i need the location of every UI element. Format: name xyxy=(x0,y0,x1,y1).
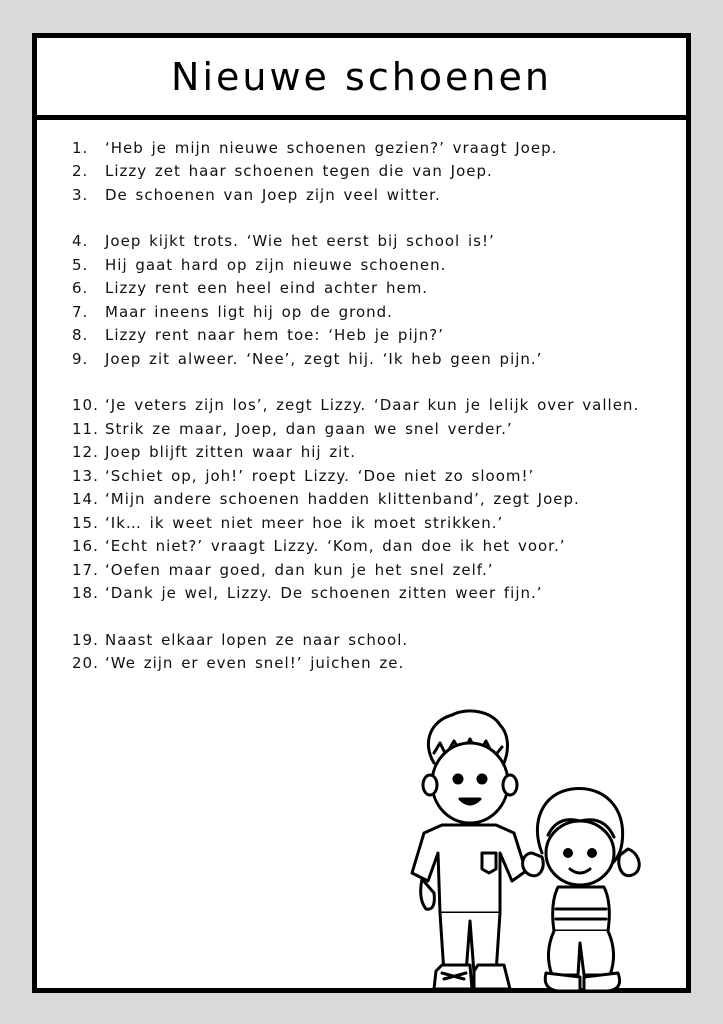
line-number: 11. xyxy=(72,419,99,438)
title-bar xyxy=(37,38,686,120)
line-text: Joep kijkt trots. ‘Wie het eerst bij school is!’ xyxy=(105,232,495,251)
line-number: 19. xyxy=(72,630,99,649)
line-text: De schoenen van Joep zijn veel witter. xyxy=(105,185,441,204)
line-number: 6. xyxy=(72,279,89,298)
line-number: 14. xyxy=(72,490,99,509)
line-text: Strik ze maar, Joep, dan gaan we snel verder.’ xyxy=(105,419,513,438)
page-title: Nieuwe schoenen xyxy=(171,54,552,99)
story-line xyxy=(72,558,672,582)
line-number: 8. xyxy=(72,326,89,345)
line-number: 7. xyxy=(72,302,89,321)
worksheet xyxy=(32,33,691,993)
line-text: ‘Oefen maar goed, dan kun je het snel zelf.’ xyxy=(105,560,494,579)
line-text: Lizzy rent naar hem toe: ‘Heb je pijn?’ xyxy=(105,326,445,345)
story-line xyxy=(72,160,672,184)
line-number: 3. xyxy=(72,185,89,204)
line-number: 15. xyxy=(72,513,99,532)
line-number: 1. xyxy=(72,138,89,157)
line-number: 16. xyxy=(72,537,99,556)
story-line xyxy=(72,183,672,207)
line-text: ‘Ik… ik weet niet meer hoe ik moet strikken.’ xyxy=(105,513,504,532)
line-number: 2. xyxy=(72,162,89,181)
line-text: ‘Je veters zijn los’, zegt Lizzy. ‘Daar kun je lelijk over vallen. xyxy=(105,396,640,415)
line-text: Lizzy rent een heel eind achter hem. xyxy=(105,279,429,298)
line-number: 20. xyxy=(72,654,99,673)
line-text: ‘Heb je mijn nieuwe schoenen gezien?’ vraagt Joep. xyxy=(105,138,558,157)
line-number: 9. xyxy=(72,349,89,368)
line-number: 10. xyxy=(72,396,99,415)
children-illustration xyxy=(382,703,682,995)
girl-figure xyxy=(523,789,640,991)
story-line xyxy=(72,535,672,559)
story-line xyxy=(72,488,672,512)
story-line xyxy=(72,347,672,371)
line-text: Joep zit alweer. ‘Nee’, zegt hij. ‘Ik heb geen pijn.’ xyxy=(105,349,543,368)
story-line xyxy=(72,394,672,418)
story-line xyxy=(72,464,672,488)
story-line xyxy=(72,136,672,160)
line-text: Hij gaat hard op zijn nieuwe schoenen. xyxy=(105,255,447,274)
boy-figure xyxy=(412,711,526,989)
line-text: Maar ineens ligt hij op de grond. xyxy=(105,302,393,321)
story-line xyxy=(72,230,672,254)
story-line xyxy=(72,441,672,465)
story-line xyxy=(72,277,672,301)
line-text: ‘Echt niet?’ vraagt Lizzy. ‘Kom, dan doe ik het voor.’ xyxy=(105,537,566,556)
story-line xyxy=(72,628,672,652)
story-line xyxy=(72,652,672,676)
line-text: Lizzy zet haar schoenen tegen die van Joep. xyxy=(105,162,493,181)
line-text: ‘Dank je wel, Lizzy. De schoenen zitten weer fijn.’ xyxy=(105,584,543,603)
line-number: 13. xyxy=(72,466,99,485)
line-number: 12. xyxy=(72,443,99,462)
line-text: ‘Mijn andere schoenen hadden klittenband’, zegt Joep. xyxy=(105,490,580,509)
story-line xyxy=(72,417,672,441)
line-text: Naast elkaar lopen ze naar school. xyxy=(105,630,409,649)
story-line xyxy=(72,582,672,606)
line-text: ‘We zijn er even snel!’ juichen ze. xyxy=(105,654,405,673)
story-line xyxy=(72,511,672,535)
story-line xyxy=(72,300,672,324)
line-text: ‘Schiet op, joh!’ roept Lizzy. ‘Doe niet zo sloom!’ xyxy=(105,466,535,485)
line-number: 18. xyxy=(72,584,99,603)
story-lines xyxy=(72,136,672,675)
line-number: 5. xyxy=(72,255,89,274)
line-text: Joep blijft zitten waar hij zit. xyxy=(105,443,357,462)
story-line xyxy=(72,324,672,348)
line-number: 17. xyxy=(72,560,99,579)
story-line xyxy=(72,253,672,277)
line-number: 4. xyxy=(72,232,89,251)
